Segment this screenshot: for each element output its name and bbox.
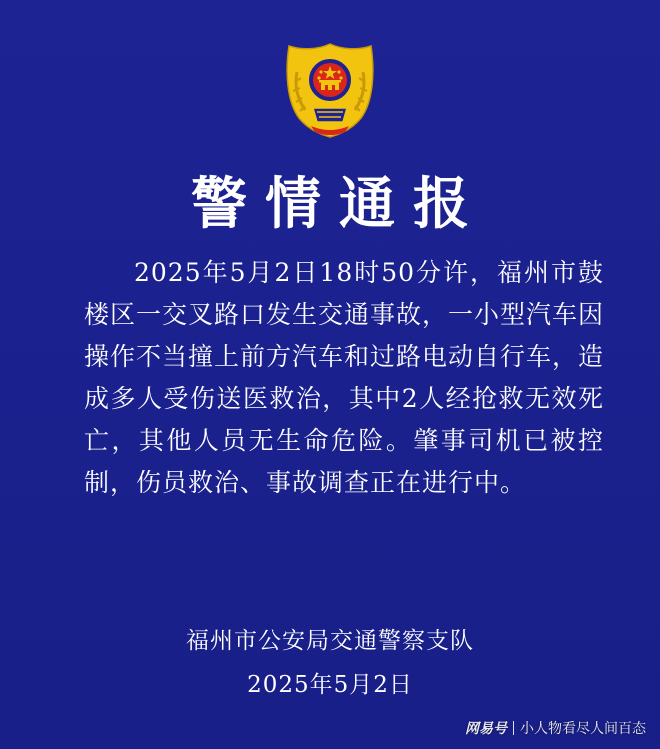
- issuing-authority: 福州市公安局交通警察支队: [186, 628, 474, 654]
- watermark-brand: 网易号: [465, 721, 507, 737]
- source-watermark: [465, 719, 646, 739]
- watermark-account: 小人物看尽人间百态: [520, 721, 646, 737]
- notice-body: 2025年5月2日18时50分许，福州市鼓楼区一交叉路口发生交通事故，一小型汽车因操作不当撞上前方汽车和过路电动自行车，造成多人受伤送医救治，其中2人经抢救无效死亡，其他人员无生命危险。肇事司机已被控制，伤员救治、事故调查正在进行中。: [84, 258, 605, 497]
- watermark-divider: [513, 721, 514, 735]
- notice-title: 警情通报: [191, 171, 487, 237]
- notice-date: 2025年5月2日: [247, 672, 413, 698]
- police-emblem-icon: [283, 42, 377, 138]
